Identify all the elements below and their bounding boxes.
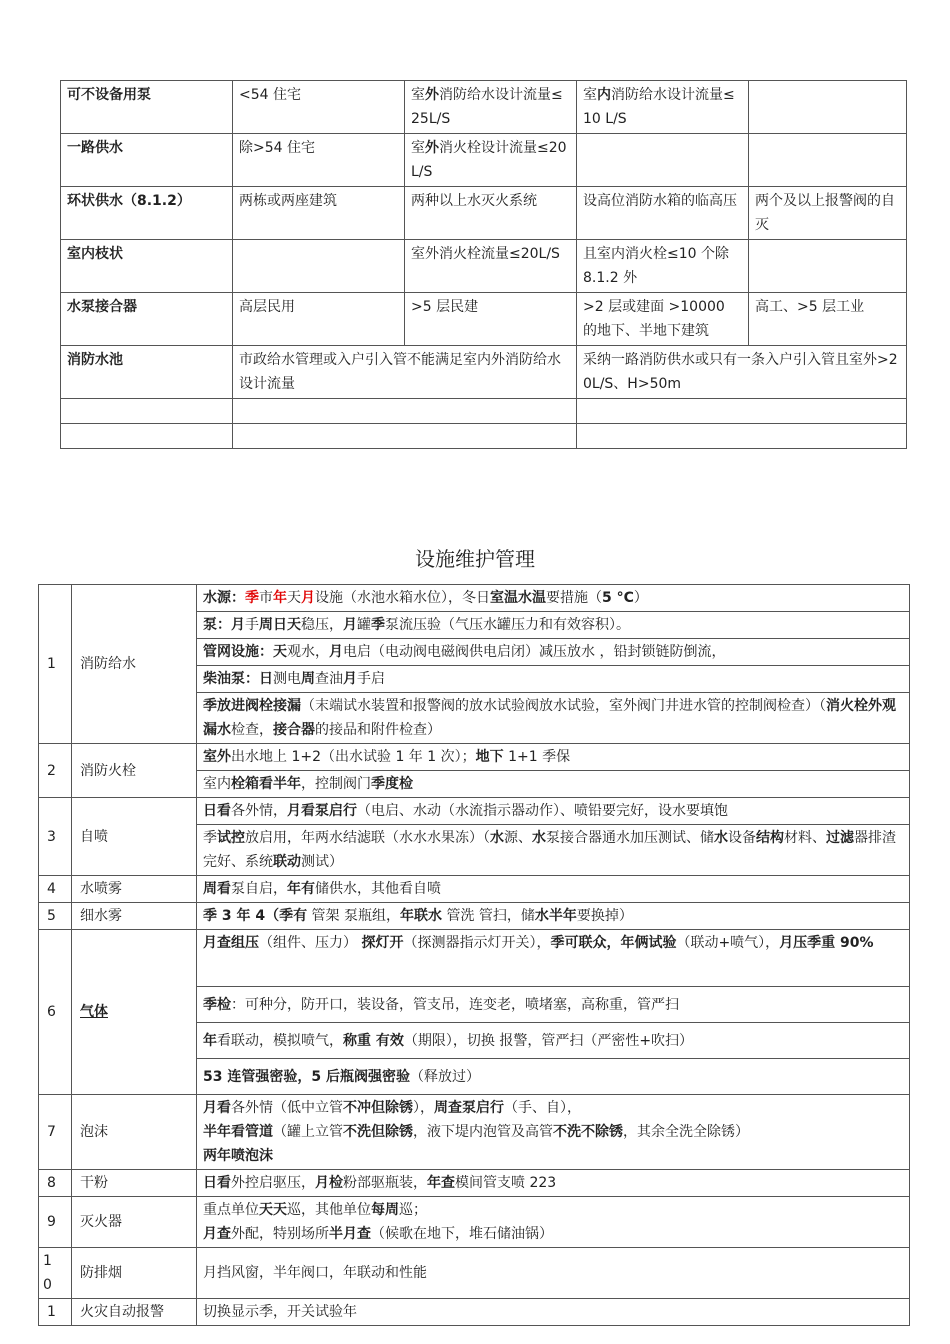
table-cell: 水源：季市年天月设施（水池水箱水位），冬日室温水温要措施（5 °C） <box>197 585 910 612</box>
text-line: 半年看管道（罐上立管不洗但除锈，液下堤内泡管及高管不洗不除锈，其余全洗全除锈） <box>203 1124 749 1140</box>
table-cell <box>749 240 907 293</box>
table-row <box>39 930 910 987</box>
table-row <box>61 134 907 187</box>
table-cell: 季试控放启用，年两水结滤联（水水水果冻）（水源、水泵接合器通水加压测试、储水设备结构材料、过滤器排渣完好、系统联动测试） <box>197 825 910 876</box>
table-cell: 室内消防给水设计流量≤10 L/S <box>577 81 749 134</box>
maintenance-table <box>38 584 910 1326</box>
empty-cell <box>233 399 577 424</box>
table-cell: 设高位消防水箱的临高压 <box>577 187 749 240</box>
row-number: 8 <box>39 1170 72 1197</box>
row-category: 气体 <box>72 930 197 1095</box>
table-cell <box>233 240 405 293</box>
table-cell: 室外消防给水设计流量≤25L/S <box>405 81 577 134</box>
row-category: 消防火栓 <box>72 744 197 798</box>
table-cell: 室外消火栓设计流量≤20L/S <box>405 134 577 187</box>
table-cell: 日看外控启驱压，月检粉部驱瓶装，年查模间管支喷 223 <box>197 1170 910 1197</box>
row-category: 灭火器 <box>72 1197 197 1248</box>
table-cell <box>749 81 907 134</box>
row-number: 1 <box>39 585 72 744</box>
table-cell <box>197 1095 910 1170</box>
row-category: 水喷雾 <box>72 876 197 903</box>
row-label: 水泵接合器 <box>61 293 233 346</box>
table-cell: 周看泵自启，年有储供水，其他看自喷 <box>197 876 910 903</box>
table-cell: 月挡风窗，半年阀口，年联动和性能 <box>197 1248 910 1299</box>
row-number: 2 <box>39 744 72 798</box>
row-number: 7 <box>39 1095 72 1170</box>
empty-cell <box>233 424 577 449</box>
table-row <box>61 399 907 424</box>
table-cell: 季检：可种分，防开口，装设备，管支吊，连变老，喷堵塞，高称重，管严扫 <box>197 987 910 1023</box>
table-row <box>39 798 910 825</box>
table-cell: 高层民用 <box>233 293 405 346</box>
row-number: 9 <box>39 1197 72 1248</box>
row-number: 5 <box>39 903 72 930</box>
table-cell: 且室内消火栓≤10 个除 8.1.2 外 <box>577 240 749 293</box>
text-line: 月看各外情（低中立管不冲但除锈），周查泵启行（手、自）， <box>203 1100 581 1116</box>
row-category: 火灾自动报警 <box>72 1299 197 1326</box>
table-cell: 年看联动，模拟喷气，称重 有效（期限），切换 报警，管严扫（严密性+吹扫） <box>197 1023 910 1059</box>
row-number: 1 0 <box>39 1248 72 1299</box>
table-cell: 管网设施：天观水，月电启（电动阀电磁阀供电启闭）减压放水 ，铅封锁链防倒流， <box>197 639 910 666</box>
table-cell <box>577 134 749 187</box>
text-line: 月查外配，特别场所半月查（候歌在地下，堆石储油锅） <box>203 1226 553 1242</box>
table-row <box>39 744 910 771</box>
row-category: 干粉 <box>72 1170 197 1197</box>
table-row <box>39 876 910 903</box>
row-label: 消防水池 <box>61 346 233 399</box>
table-row <box>61 346 907 399</box>
table-row <box>61 81 907 134</box>
table-cell: 泵：月手周日天稳压，月罐季泵流压验（气压水罐压力和有效容积）。 <box>197 612 910 639</box>
table-cell: 日看各外情，月看泵启行（电启、水动（水流指示器动作）、喷铅要完好，设水要填饱 <box>197 798 910 825</box>
table-cell: 切换显示季，开关试验年 <box>197 1299 910 1326</box>
page-title: 设施维护管理 <box>415 547 535 571</box>
table-cell: 高工、>5 层工业 <box>749 293 907 346</box>
row-label: 可不设备用泵 <box>61 81 233 134</box>
table-cell: 室内栓箱看半年，控制阀门季度检 <box>197 771 910 798</box>
row-number: 1 <box>39 1299 72 1326</box>
table-cell: 室外消火栓流量≤20L/S <box>405 240 577 293</box>
table-cell: 53 连管强密验，5 后瓶阀强密验（释放过） <box>197 1059 910 1095</box>
table-cell: 季 3 年 4（季有 管架 泵瓶组，年联水 管洗 管扫，储水半年要换掉） <box>197 903 910 930</box>
table-cell: 月查组压（组件、压力） 探灯开（探测器指示灯开关），季可联众，年俩试验（联动+喷气），月压季重 90% <box>197 930 910 987</box>
table-row <box>61 187 907 240</box>
table-row <box>61 293 907 346</box>
table-row <box>39 903 910 930</box>
table-cell: 两栋或两座建筑 <box>233 187 405 240</box>
table-cell: 两个及以上报警阀的自灭 <box>749 187 907 240</box>
empty-cell <box>577 399 907 424</box>
text-line: 重点单位天天巡，其他单位每周巡； <box>203 1202 427 1218</box>
table-row <box>39 585 910 612</box>
row-number: 4 <box>39 876 72 903</box>
table-cell <box>749 134 907 187</box>
empty-cell <box>61 399 233 424</box>
table-row <box>39 1170 910 1197</box>
table-cell: <54 住宅 <box>233 81 405 134</box>
row-category: 消防给水 <box>72 585 197 744</box>
row-category: 泡沫 <box>72 1095 197 1170</box>
table-cell: 季放进阀栓接漏（末端试水装置和报警阀的放水试验阀放水试验，室外阀门井进水管的控制阀检查）（消火栓外观漏水检查，接合器的接品和附件检查） <box>197 693 910 744</box>
table-cell: 室外出水地上 1+2（出水试验 1 年 1 次）；地下 1+1 季保 <box>197 744 910 771</box>
row-number: 6 <box>39 930 72 1095</box>
row-number: 3 <box>39 798 72 876</box>
row-category: 细水雾 <box>72 903 197 930</box>
table-cell: >2 层或建面 >10000 的地下、半地下建筑 <box>577 293 749 346</box>
row-category: 自喷 <box>72 798 197 876</box>
table-row <box>39 1197 910 1248</box>
table-cell: 采纳一路消防供水或只有一条入户引入管且室外>20L/S、H>50m <box>577 346 907 399</box>
text-line: 两年喷泡沫 <box>203 1148 273 1164</box>
table-row <box>39 1248 910 1299</box>
empty-cell <box>61 424 233 449</box>
row-label: 室内枝状 <box>61 240 233 293</box>
table-cell: 市政给水管理或入户引入管不能满足室内外消防给水设计流量 <box>233 346 577 399</box>
table-row <box>61 240 907 293</box>
empty-cell <box>577 424 907 449</box>
table-cell: 除>54 住宅 <box>233 134 405 187</box>
row-label: 环状供水（8.1.2） <box>61 187 233 240</box>
table-cell: >5 层民建 <box>405 293 577 346</box>
row-category: 防排烟 <box>72 1248 197 1299</box>
table-cell: 柴油泵：日测电周查油月手启 <box>197 666 910 693</box>
row-label: 一路供水 <box>61 134 233 187</box>
table-row <box>39 1095 910 1170</box>
supply-requirements-table <box>60 80 907 449</box>
table-row <box>39 1299 910 1326</box>
table-cell: 两种以上水灭火系统 <box>405 187 577 240</box>
table-row <box>61 424 907 449</box>
table-cell <box>197 1197 910 1248</box>
